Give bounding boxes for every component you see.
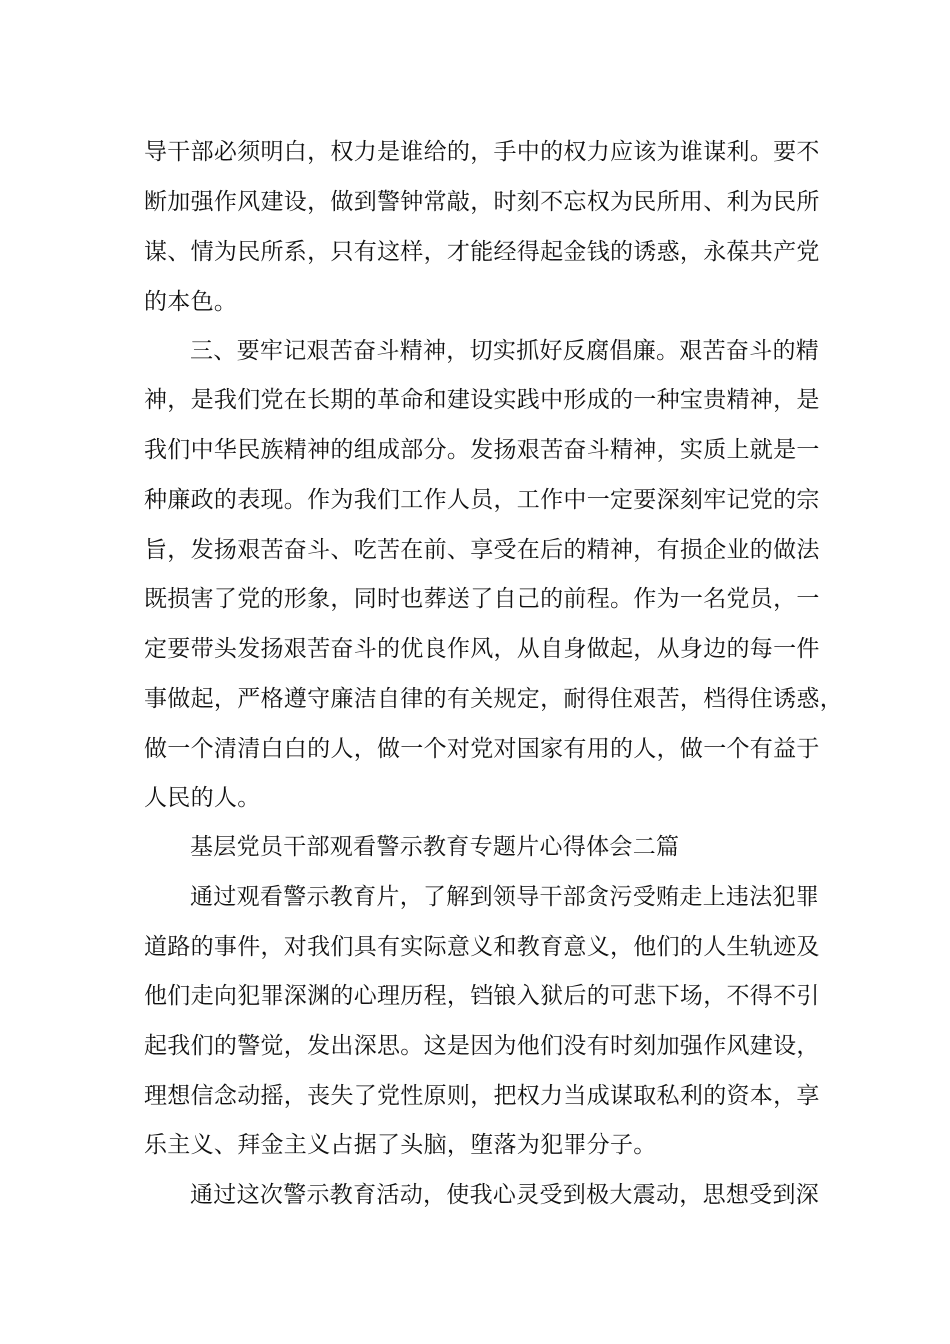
paragraph-start-line: 三、要牢记艰苦奋斗精神，切实抓好反腐倡廉。艰苦奋斗的精 <box>190 338 820 364</box>
paragraph-start-line: 通过这次警示教育活动，使我心灵受到极大震动，思想受到深 <box>190 1182 820 1208</box>
section-heading: 基层党员干部观看警示教育专题片心得体会二篇 <box>190 834 680 860</box>
text-line: 导干部必须明白，权力是谁给的，手中的权力应该为谁谋利。要不 <box>144 139 820 165</box>
text-line: 乐主义、拜金主义占据了头脑，堕落为犯罪分子。 <box>144 1132 657 1158</box>
text-line: 起我们的警觉，发出深思。这是因为他们没有时刻加强作风建设， <box>144 1033 820 1059</box>
text-line: 神，是我们党在长期的革命和建设实践中形成的一种宝贵精神，是 <box>144 387 820 413</box>
text-line: 道路的事件，对我们具有实际意义和教育意义，他们的人生轨迹及 <box>144 934 820 960</box>
text-line: 我们中华民族精神的组成部分。发扬艰苦奋斗精神，实质上就是一 <box>144 437 820 463</box>
text-line: 断加强作风建设，做到警钟常敲，时刻不忘权为民所用、利为民所 <box>144 189 820 215</box>
text-line: 的本色。 <box>144 289 238 315</box>
text-line: 谋、情为民所系，只有这样，才能经得起金钱的诱惑，永葆共产党 <box>144 239 820 265</box>
text-line: 定要带头发扬艰苦奋斗的优良作风，从自身做起，从身边的每一件 <box>144 636 820 662</box>
text-line: 事做起，严格遵守廉洁自律的有关规定，耐得住艰苦，档得住诱惑， <box>144 686 843 712</box>
text-line: 既损害了党的形象，同时也葬送了自己的前程。作为一名党员，一 <box>144 586 820 612</box>
text-line: 人民的人。 <box>144 785 261 811</box>
text-line: 他们走向犯罪深渊的心理历程，铛锒入狱后的可悲下场，不得不引 <box>144 983 820 1009</box>
paragraph-start-line: 通过观看警示教育片，了解到领导干部贪污受贿走上违法犯罪 <box>190 884 820 910</box>
text-line: 理想信念动摇，丧失了党性原则，把权力当成谋取私利的资本，享 <box>144 1083 820 1109</box>
text-line: 种廉政的表现。作为我们工作人员，工作中一定要深刻牢记党的宗 <box>144 487 820 513</box>
text-line: 旨，发扬艰苦奋斗、吃苦在前、享受在后的精神，有损企业的做法 <box>144 537 820 563</box>
text-line: 做一个清清白白的人，做一个对党对国家有用的人，做一个有益于 <box>144 736 820 762</box>
